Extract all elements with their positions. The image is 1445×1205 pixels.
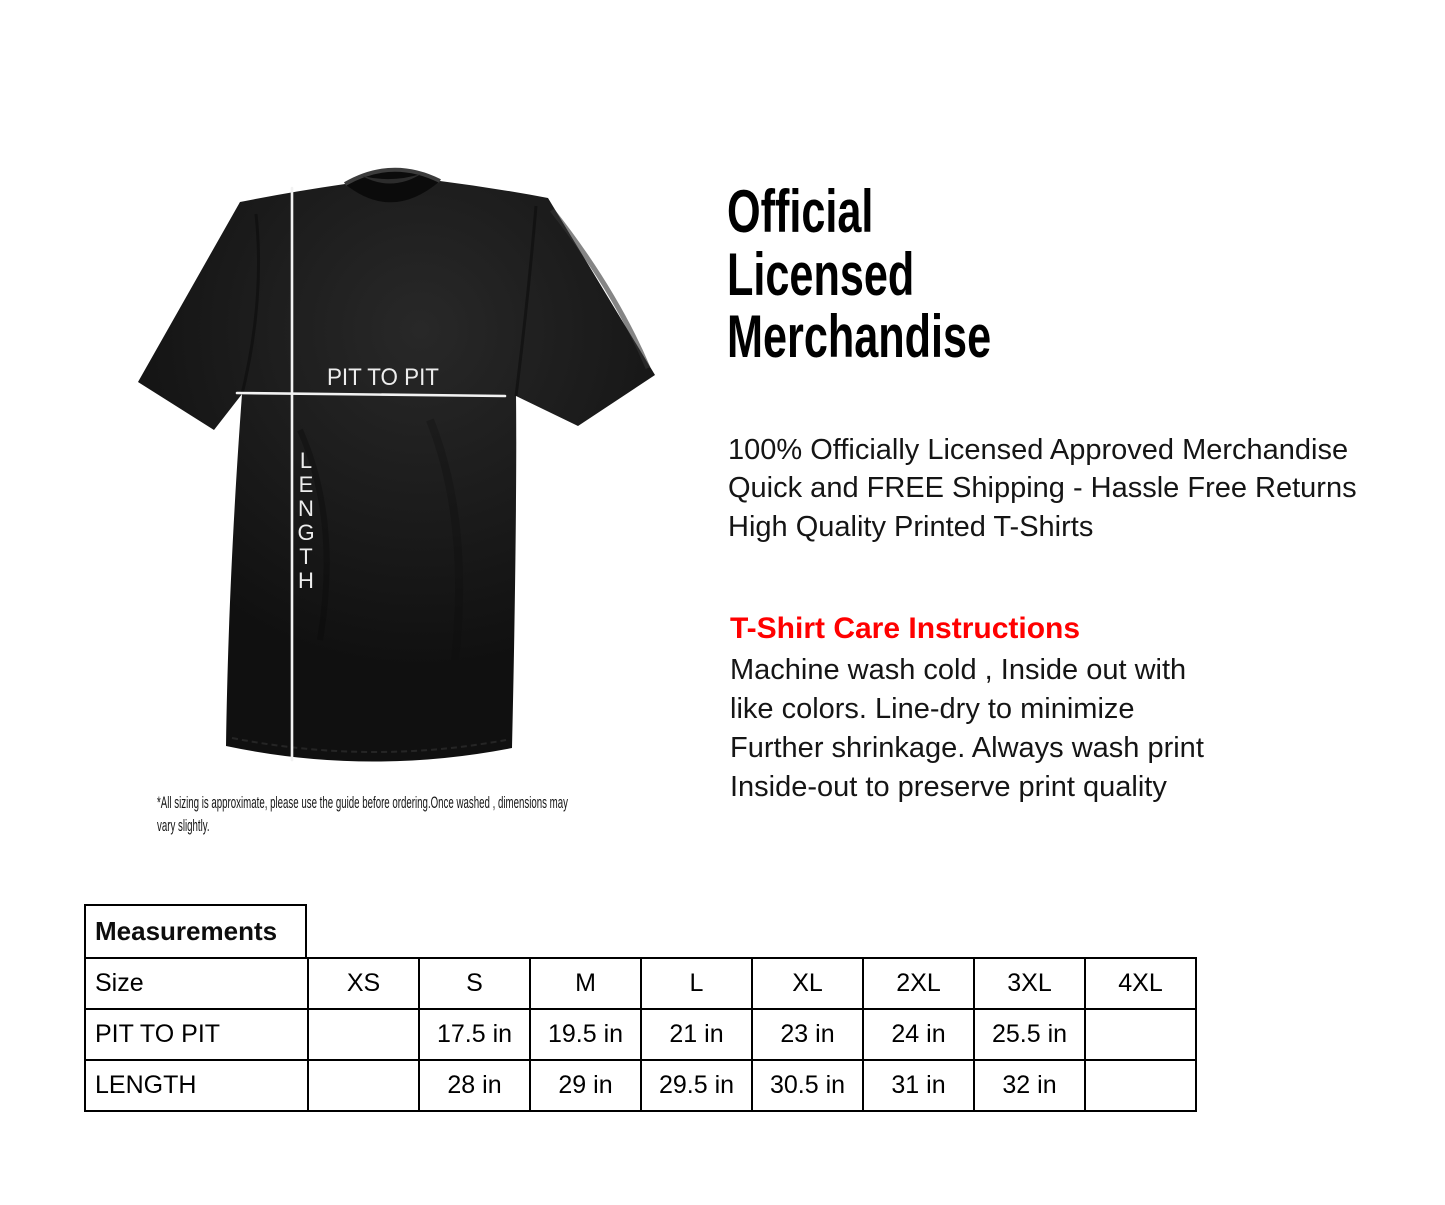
length-value: 32 in [974,1060,1085,1111]
pit-to-pit-value: 25.5 in [974,1009,1085,1060]
heading-line: Merchandise [727,303,992,370]
tshirt-illustration [120,155,660,775]
pit-to-pit-value: 21 in [641,1009,752,1060]
pit-to-pit-value [308,1009,419,1060]
length-label-letter: E [298,472,314,497]
size-header-cell: 3XL [974,958,1085,1009]
size-header-cell: XL [752,958,863,1009]
length-value [308,1060,419,1111]
sizing-disclaimer [157,791,568,837]
size-header-cell: M [530,958,641,1009]
pit-to-pit-value: 17.5 in [419,1009,530,1060]
length-label-letter: G [297,520,315,545]
description-line: High Quality Printed T-Shirts [728,510,1094,543]
length-label-letter: H [298,568,314,593]
care-line: like colors. Line-dry to minimize [730,693,1135,725]
length-value: 31 in [863,1060,974,1111]
pit-to-pit-value: 19.5 in [530,1009,641,1060]
tshirt-body-shape [138,169,655,761]
heading-line: Licensed [727,240,915,308]
length-value [1085,1060,1196,1111]
size-header-cell: S [419,958,530,1009]
measurements-table [84,957,1197,1112]
pit-to-pit-label: PIT TO PIT [327,364,440,391]
measurements-title: Measurements [84,904,307,959]
care-instructions-heading: T-Shirt Care Instructions [730,612,1081,645]
size-row-label: Size [85,958,308,1009]
size-header-cell: 2XL [863,958,974,1009]
length-row [85,1060,1196,1111]
length-label-letter: T [299,544,313,569]
official-merch-heading [727,178,992,370]
description-line: Quick and FREE Shipping - Hassle Free Returns [728,472,1357,505]
length-label-letter: N [298,496,314,521]
care-line: Machine wash cold , Inside out with [730,654,1187,686]
pit-to-pit-row-label: PIT TO PIT [85,1009,308,1060]
pit-to-pit-value: 24 in [863,1009,974,1060]
length-value: 29.5 in [641,1060,752,1111]
pit-to-pit-row [85,1009,1196,1060]
length-value: 30.5 in [752,1060,863,1111]
length-value: 28 in [419,1060,530,1111]
care-line: Inside-out to preserve print quality [730,771,1167,803]
size-header-cell: L [641,958,752,1009]
pit-to-pit-value [1085,1009,1196,1060]
size-header-row [85,958,1196,1009]
size-header-cell: XS [308,958,419,1009]
care-line: Further shrinkage. Always wash print [730,732,1204,764]
length-row-label: LENGTH [85,1060,308,1111]
pit-to-pit-value: 23 in [752,1009,863,1060]
description-line: 100% Officially Licensed Approved Merchandise [728,434,1349,466]
size-header-cell: 4XL [1085,958,1196,1009]
care-instructions-text [730,651,1204,807]
sizing-disclaimer-line: vary slightly. [157,816,210,835]
tshirt-size-diagram [120,155,660,775]
product-description [728,431,1357,546]
length-value: 29 in [530,1060,641,1111]
length-label-letter: L [299,448,313,473]
heading-line: Official [727,178,874,245]
sizing-disclaimer-line: *All sizing is approximate, please use the guide before ordering.Once washed , dimensions may [157,793,568,812]
